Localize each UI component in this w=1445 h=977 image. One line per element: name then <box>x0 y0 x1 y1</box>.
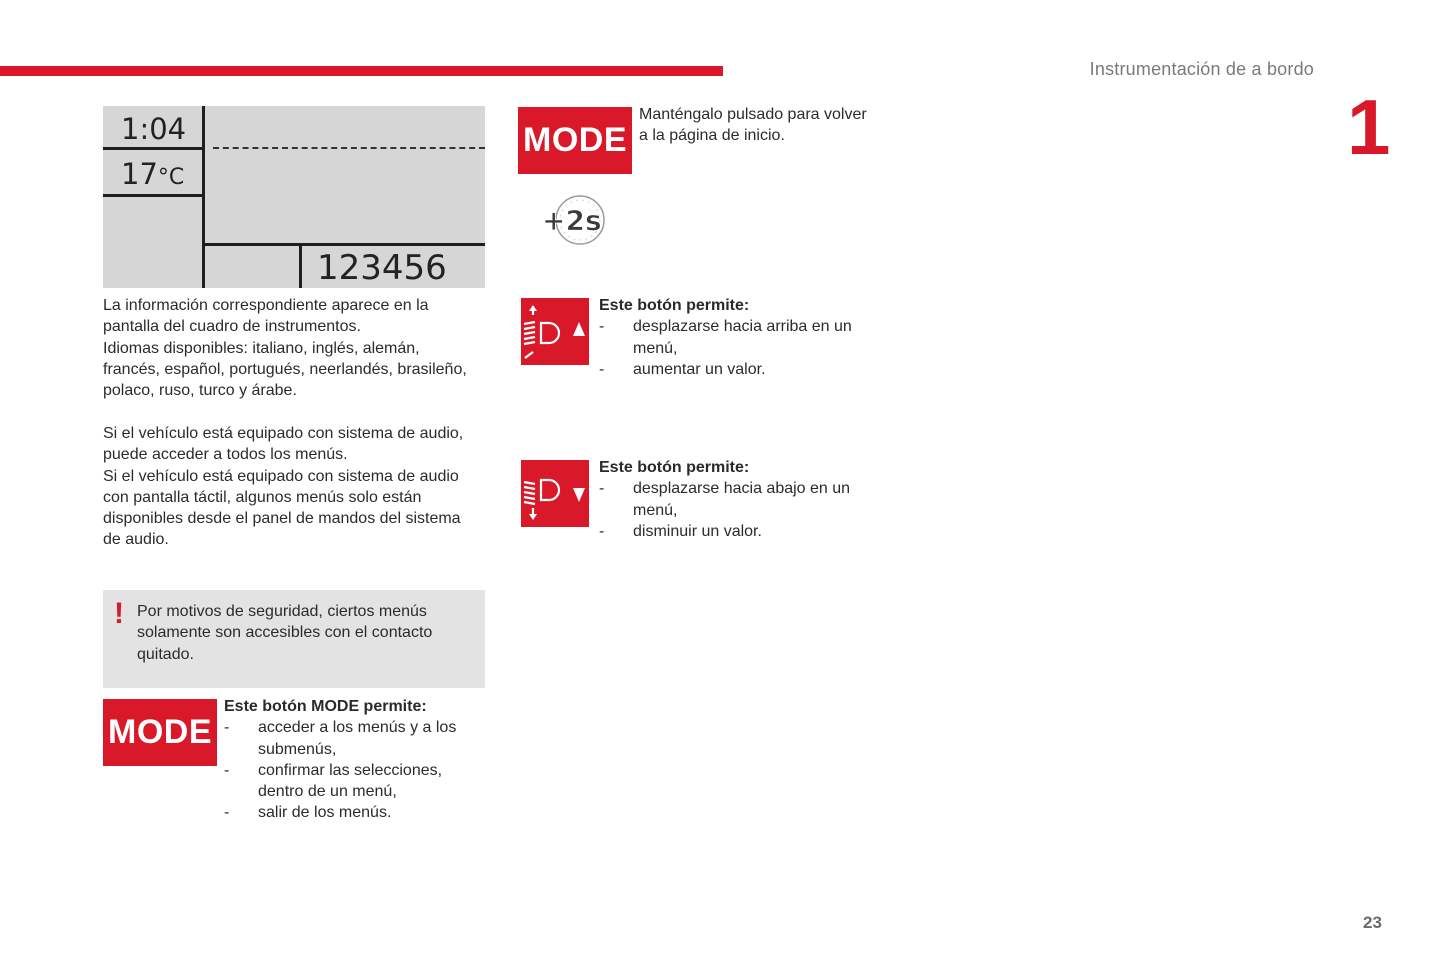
display-divider-time <box>103 147 205 150</box>
bullet-dash: - <box>599 360 605 378</box>
up-button-icon <box>521 298 589 365</box>
up-item <box>599 359 899 380</box>
mode-description <box>224 696 494 824</box>
headlamp-down-icon <box>521 460 589 527</box>
up-heading: Este botón permite: <box>599 297 750 314</box>
mode-item-line: confirmar las selecciones, <box>258 761 443 779</box>
temperature-value: 17 <box>121 157 158 191</box>
display-divider-bottom <box>202 243 485 246</box>
display-divider-vertical <box>202 106 205 288</box>
warning-line: quitado. <box>137 645 194 663</box>
mode-hold-button-icon: MODE <box>518 107 632 174</box>
up-item-line: aumentar un valor. <box>633 360 766 378</box>
intro-line: Idiomas disponibles: italiano, inglés, alemán, <box>103 339 420 357</box>
audio-note-line: Si el vehículo está equipado con sistema de audio, <box>103 425 464 442</box>
mode-item-line: acceder a los menús y a los <box>258 719 457 737</box>
down-item <box>599 521 899 542</box>
bullet-dash: - <box>599 522 605 540</box>
intro-line: La información correspondiente aparece en la <box>103 297 429 314</box>
page-number: 23 <box>1363 913 1382 932</box>
header-accent-bar <box>0 66 723 76</box>
down-heading: Este botón permite: <box>599 459 750 476</box>
audio-note-line: de audio. <box>103 531 169 549</box>
audio-note-line: puede acceder a todos los menús. <box>103 446 348 464</box>
display-odometer: 123456 <box>317 248 447 288</box>
mode-item <box>224 717 494 760</box>
audio-note-line: disponibles desde el panel de mandos del sistema <box>103 510 461 528</box>
audio-note-paragraph <box>103 423 493 551</box>
up-item-line: menú, <box>633 339 678 357</box>
bullet-dash: - <box>599 480 605 498</box>
down-item <box>599 478 899 521</box>
display-divider-temp <box>103 194 205 197</box>
mode-item <box>224 802 494 823</box>
mode-button-icon: MODE <box>103 699 217 766</box>
temperature-unit: °C <box>157 165 185 190</box>
audio-note-line: Si el vehículo está equipado con sistema de audio <box>103 467 459 485</box>
exclamation-icon: ! <box>114 597 124 630</box>
display-divider-odometer <box>299 243 302 288</box>
intro-line: polaco, ruso, turco y árabe. <box>103 382 297 400</box>
audio-note-line: con pantalla táctil, algunos menús solo están <box>103 488 422 506</box>
up-item-line: desplazarse hacia arriba en un <box>633 318 852 336</box>
mode-item <box>224 760 494 803</box>
mode-item-line: dentro de un menú, <box>258 783 397 801</box>
hold-2s-badge <box>540 194 610 246</box>
down-item-line: menú, <box>633 501 678 519</box>
intro-paragraph <box>103 295 493 401</box>
hold-badge-text: +2s <box>542 204 602 237</box>
warning-line: Por motivos de seguridad, ciertos menús <box>137 603 427 620</box>
display-temperature <box>121 157 184 191</box>
up-item <box>599 316 899 359</box>
timer-icon <box>540 194 610 246</box>
instrument-display <box>103 106 485 288</box>
bullet-dash: - <box>224 804 230 822</box>
chapter-number: 1 <box>1347 83 1391 171</box>
headlamp-up-icon <box>521 298 589 365</box>
mode-item-line: submenús, <box>258 740 337 758</box>
bullet-dash: - <box>224 719 230 737</box>
bullet-dash: - <box>224 761 230 779</box>
intro-line: pantalla del cuadro de instrumentos. <box>103 318 361 336</box>
mode-hold-description <box>639 104 899 147</box>
warning-text <box>137 601 477 665</box>
mode-hold-line: Manténgalo pulsado para volver <box>639 106 867 123</box>
display-dashed-line <box>213 147 485 149</box>
mode-item-line: salir de los menús. <box>258 804 392 822</box>
mode-hold-line: a la página de inicio. <box>639 127 785 145</box>
intro-line: francés, español, portugués, neerlandés, brasileño, <box>103 360 467 378</box>
warning-line: solamente son accesibles con el contacto <box>137 624 433 642</box>
section-title: Instrumentación de a bordo <box>1089 59 1314 79</box>
bullet-dash: - <box>599 318 605 336</box>
up-button-description <box>599 295 899 380</box>
down-item-line: disminuir un valor. <box>633 522 762 540</box>
mode-heading: Este botón MODE permite: <box>224 698 427 715</box>
down-item-line: desplazarse hacia abajo en un <box>633 480 851 498</box>
down-button-description <box>599 457 899 542</box>
down-button-icon <box>521 460 589 527</box>
display-time: 1:04 <box>121 112 187 146</box>
